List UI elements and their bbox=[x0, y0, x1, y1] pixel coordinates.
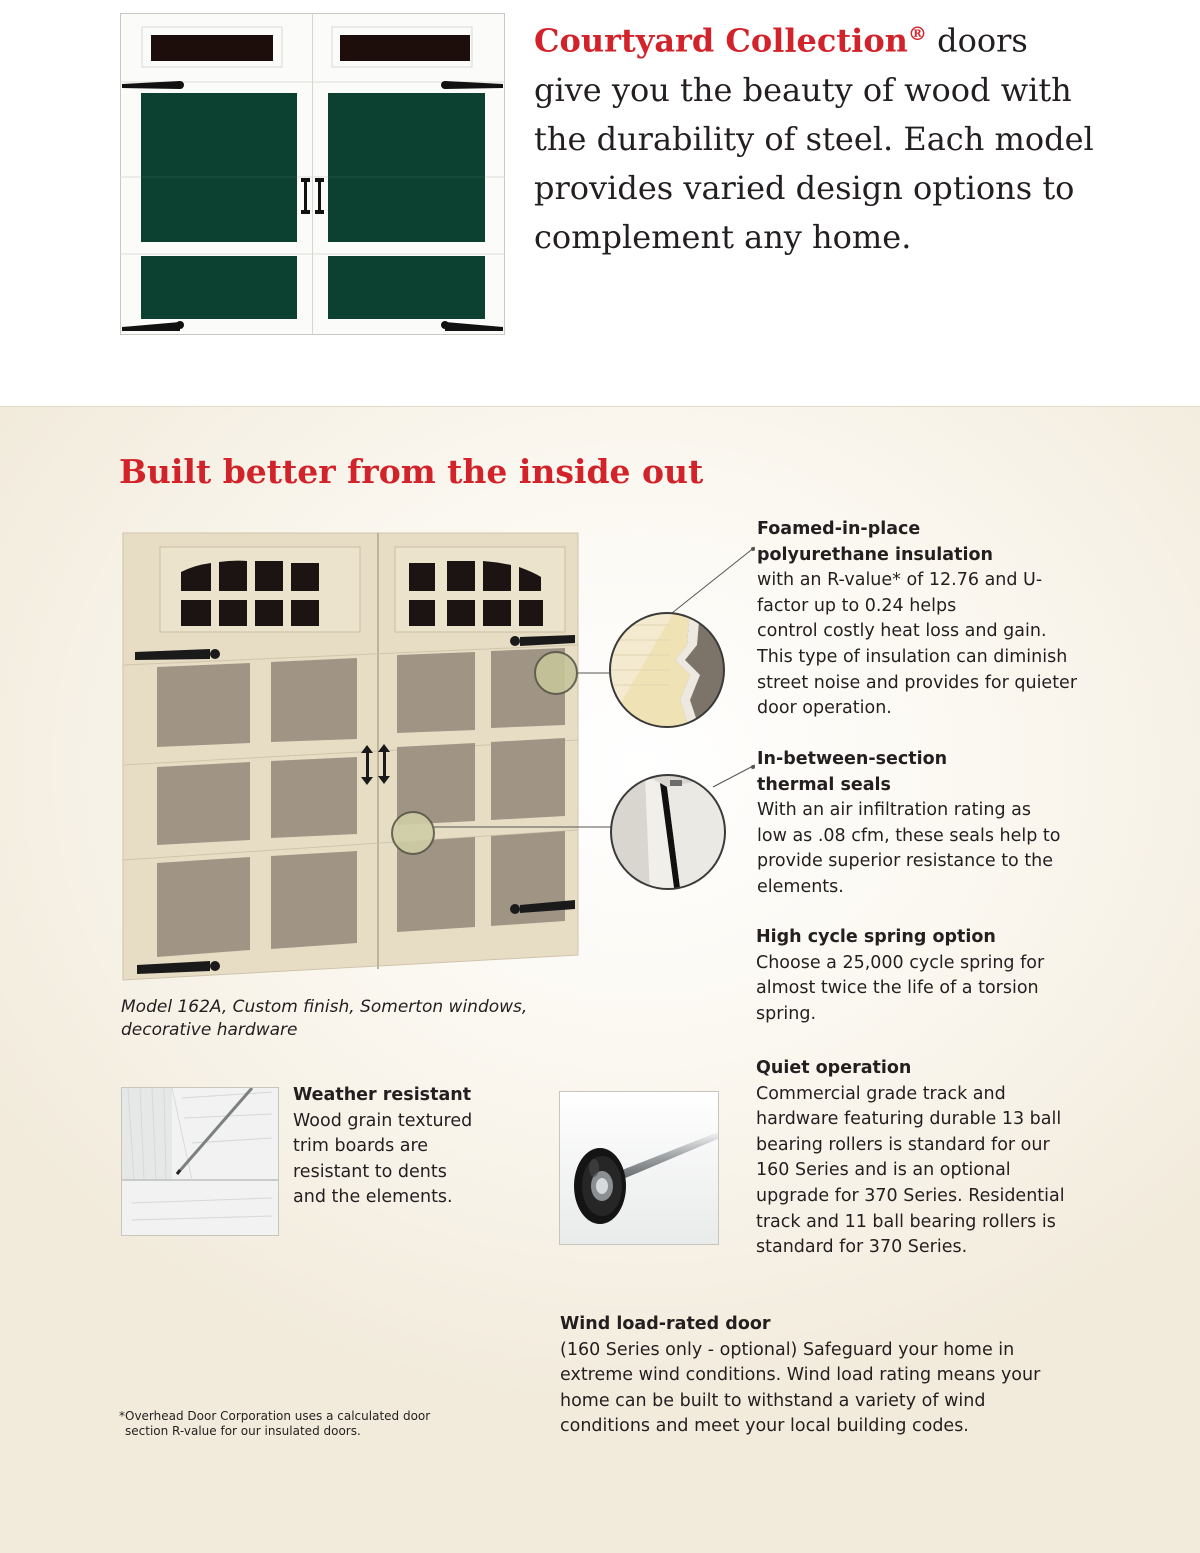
feature-spring-line-3: spring. bbox=[756, 1003, 817, 1024]
feature-weather-line-1: Wood grain textured bbox=[293, 1110, 473, 1131]
feature-insulation-line-3: control costly heat loss and gain. bbox=[757, 621, 1047, 642]
footnote-line-1: *Overhead Door Corporation uses a calculated door bbox=[119, 1409, 431, 1423]
feature-quiet-line-2: hardware featuring durable 13 ball bbox=[756, 1109, 1062, 1130]
feature-spring-line-1: Choose a 25,000 cycle spring for bbox=[756, 952, 1045, 973]
feature-seals-line-2: low as .08 cfm, these seals help to bbox=[757, 825, 1061, 846]
feature-insulation bbox=[757, 517, 1117, 722]
feature-insulation-title-2: polyurethane insulation bbox=[757, 544, 993, 565]
feature-insulation-line-2: factor up to 0.24 helps bbox=[757, 595, 957, 616]
intro-paragraph bbox=[534, 10, 1114, 262]
feature-quiet-line-7: standard for 370 Series. bbox=[756, 1237, 968, 1258]
feature-weather-line-3: resistant to dents bbox=[293, 1161, 447, 1182]
feature-insulation-line-4: This type of insulation can diminish bbox=[757, 646, 1068, 667]
feature-insulation-line-6: door operation. bbox=[757, 698, 892, 719]
intro-line-5: complement any home. bbox=[534, 217, 912, 256]
registered-mark: ® bbox=[907, 23, 927, 45]
feature-weather-line-2: trim boards are bbox=[293, 1136, 429, 1157]
feature-insulation-line-5: street noise and provides for quieter bbox=[757, 672, 1078, 693]
feature-wind-line-2: extreme wind conditions. Wind load rating means your bbox=[560, 1365, 1041, 1386]
section-heading: Built better from the inside out bbox=[119, 452, 704, 491]
wood-grain-trim-photo bbox=[121, 1087, 279, 1236]
feature-insulation-line-1: with an R-value* of 12.76 and U- bbox=[757, 570, 1043, 591]
feature-weather-resistant bbox=[293, 1083, 533, 1211]
feature-seals-title-2: thermal seals bbox=[757, 774, 891, 795]
feature-wind-line-3: home can be built to withstand a variety of wind bbox=[560, 1390, 986, 1411]
feature-spring bbox=[756, 925, 1116, 1027]
feature-wind-line-4: conditions and meet your local building codes. bbox=[560, 1416, 969, 1437]
feature-spring-line-2: almost twice the life of a torsion bbox=[756, 978, 1039, 999]
feature-quiet-line-1: Commercial grade track and bbox=[756, 1083, 1006, 1104]
intro-line-3: the durability of steel. Each model bbox=[534, 119, 1094, 158]
caption-line-2: decorative hardware bbox=[121, 1020, 298, 1040]
feature-quiet-operation bbox=[756, 1056, 1116, 1261]
footnote bbox=[119, 1409, 459, 1439]
caption-line-1: Model 162A, Custom finish, Somerton windows, bbox=[121, 997, 528, 1017]
main-door-illustration bbox=[115, 525, 755, 995]
feature-seals-line-3: provide superior resistance to the bbox=[757, 851, 1054, 872]
feature-seals-line-4: elements. bbox=[757, 876, 844, 897]
brand-name: Courtyard Collection bbox=[534, 21, 908, 60]
feature-seals-line-1: With an air infiltration rating as bbox=[757, 800, 1031, 821]
feature-quiet-line-6: track and 11 ball bearing rollers is bbox=[756, 1211, 1056, 1232]
feature-weather-title: Weather resistant bbox=[293, 1085, 472, 1105]
ball-bearing-roller-photo bbox=[559, 1091, 719, 1245]
feature-wind-line-1: (160 Series only - optional) Safeguard your home in bbox=[560, 1339, 1015, 1360]
feature-spring-title: High cycle spring option bbox=[756, 927, 996, 947]
footnote-line-2: section R-value for our insulated doors. bbox=[125, 1424, 361, 1438]
feature-seals bbox=[757, 747, 1117, 901]
feature-wind-title: Wind load-rated door bbox=[560, 1314, 771, 1334]
feature-quiet-line-5: upgrade for 370 Series. Residential bbox=[756, 1185, 1065, 1206]
intro-line-2: give you the beauty of wood with bbox=[534, 70, 1072, 109]
intro-line-1-text: doors bbox=[926, 21, 1028, 60]
feature-wind-load bbox=[560, 1312, 1120, 1440]
main-door-caption bbox=[121, 996, 561, 1042]
feature-weather-line-4: and the elements. bbox=[293, 1187, 453, 1208]
intro-line-1 bbox=[534, 10, 1114, 66]
feature-quiet-title: Quiet operation bbox=[756, 1058, 912, 1078]
feature-quiet-line-4: 160 Series and is an optional bbox=[756, 1160, 1011, 1181]
green-carriage-door-image bbox=[120, 13, 505, 335]
feature-seals-title-1: In-between-section bbox=[757, 749, 948, 769]
feature-quiet-line-3: bearing rollers is standard for our bbox=[756, 1134, 1050, 1155]
feature-insulation-title-1: Foamed-in-place bbox=[757, 519, 921, 539]
intro-line-4: provides varied design options to bbox=[534, 168, 1075, 207]
